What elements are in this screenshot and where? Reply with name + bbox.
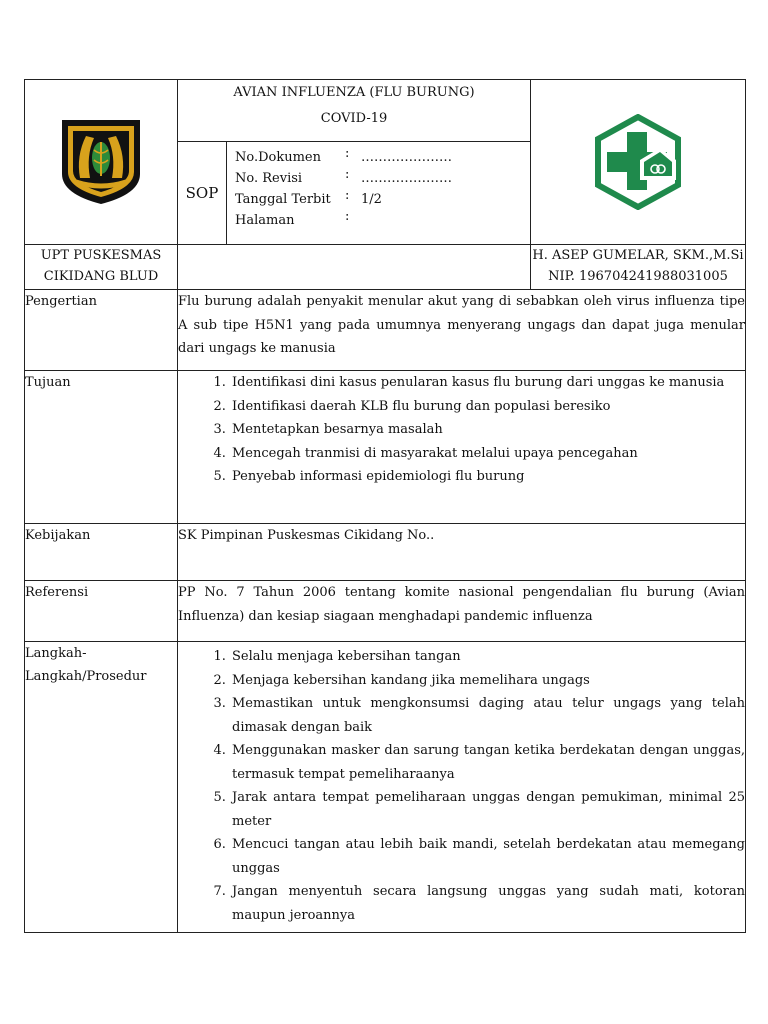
- title-line-1: AVIAN INFLUENZA (FLU BURUNG): [233, 85, 475, 100]
- list-item: 3. Memastikan untuk mengkonsumsi daging atau telur ungags yang telah dimasak dengan baik: [230, 692, 745, 739]
- list-item: 4. Menggunakan masker dan sarung tangan ketika berdekatan dengan unggas, termasuk tempat pemeliharaanya: [230, 739, 745, 786]
- regency-logo-cell: [25, 80, 178, 245]
- meta-row-tanggal-terbit: Tanggal Terbit : 1/2: [235, 187, 382, 207]
- row-content-pengertian: Flu burung adalah penyakit menular akut yang di sebabkan oleh virus influenza tipe A sub tipe H5N1 yang pada umumnya menyerang ungags dan dapat juga menular dari ungags ke manusia: [178, 290, 746, 371]
- document-meta: [178, 141, 531, 244]
- row-content-tujuan: [178, 371, 746, 524]
- puskesmas-logo-icon: [590, 114, 686, 210]
- list-item: 2. Identifikasi daerah KLB flu burung dan populasi beresiko: [230, 395, 745, 419]
- list-item: 3. Mentetapkan besarnya masalah: [230, 418, 745, 442]
- list-item: 7. Jangan menyentuh secara langsung unggas yang sudah mati, kotoran maupun jeroannya: [230, 880, 745, 927]
- row-label-tujuan: Tujuan: [25, 371, 178, 524]
- row-content-referensi: PP No. 7 Tahun 2006 tentang komite nasional pengendalian flu burung (Avian Influenza) dan kesiap siagaan menghadapi pandemic influenza: [178, 581, 746, 642]
- title-line-2: COVID-19: [320, 111, 388, 126]
- meta-row-halaman: Halaman :: [235, 208, 350, 228]
- row-label-referensi: Referensi: [25, 581, 178, 642]
- list-item: 4. Mencegah tranmisi di masyarakat melalui upaya pencegahan: [230, 442, 745, 466]
- organization-name: UPT PUSKESMAS CIKIDANG BLUD: [25, 245, 178, 290]
- list-item: 6. Mencuci tangan atau lebih baik mandi, setelah berdekatan atau memegang unggas: [230, 833, 745, 880]
- list-item: 5. Jarak antara tempat pemeliharaan unggas dengan pemukiman, minimal 25 meter: [230, 786, 745, 833]
- list-item: 5. Penyebab informasi epidemiologi flu burung: [230, 465, 745, 489]
- puskesmas-logo-cell: [531, 80, 746, 245]
- tujuan-list: [178, 371, 745, 489]
- prosedur-list: [178, 645, 745, 927]
- list-item: 1. Identifikasi dini kasus penularan kasus flu burung dari unggas ke manusia: [230, 371, 745, 395]
- meta-list: [227, 142, 452, 244]
- signer-nip: NIP. 196704241988031005: [548, 269, 728, 284]
- meta-row-no-revisi: No. Revisi : …………………: [235, 166, 452, 186]
- sop-table: [24, 79, 746, 933]
- list-item: 2. Menjaga kebersihan kandang jika memelihara ungags: [230, 669, 745, 693]
- meta-row-no-dokumen: No.Dokumen : …………………: [235, 145, 452, 165]
- signer-name: H. ASEP GUMELAR, SKM.,M.Si: [532, 248, 744, 263]
- blank-cell: [178, 245, 531, 290]
- document-title: [178, 80, 531, 142]
- list-item: 1. Selalu menjaga kebersihan tangan: [230, 645, 745, 669]
- row-content-prosedur: [178, 642, 746, 933]
- row-content-kebijakan: SK Pimpinan Puskesmas Cikidang No..: [178, 524, 746, 581]
- row-label-prosedur: Langkah- Langkah/Prosedur: [25, 642, 178, 933]
- regency-emblem-icon: [56, 116, 146, 208]
- signer-info: [531, 245, 746, 290]
- row-label-pengertian: Pengertian: [25, 290, 178, 371]
- sop-label: SOP: [178, 142, 227, 244]
- sop-document: [24, 79, 745, 933]
- row-label-kebijakan: Kebijakan: [25, 524, 178, 581]
